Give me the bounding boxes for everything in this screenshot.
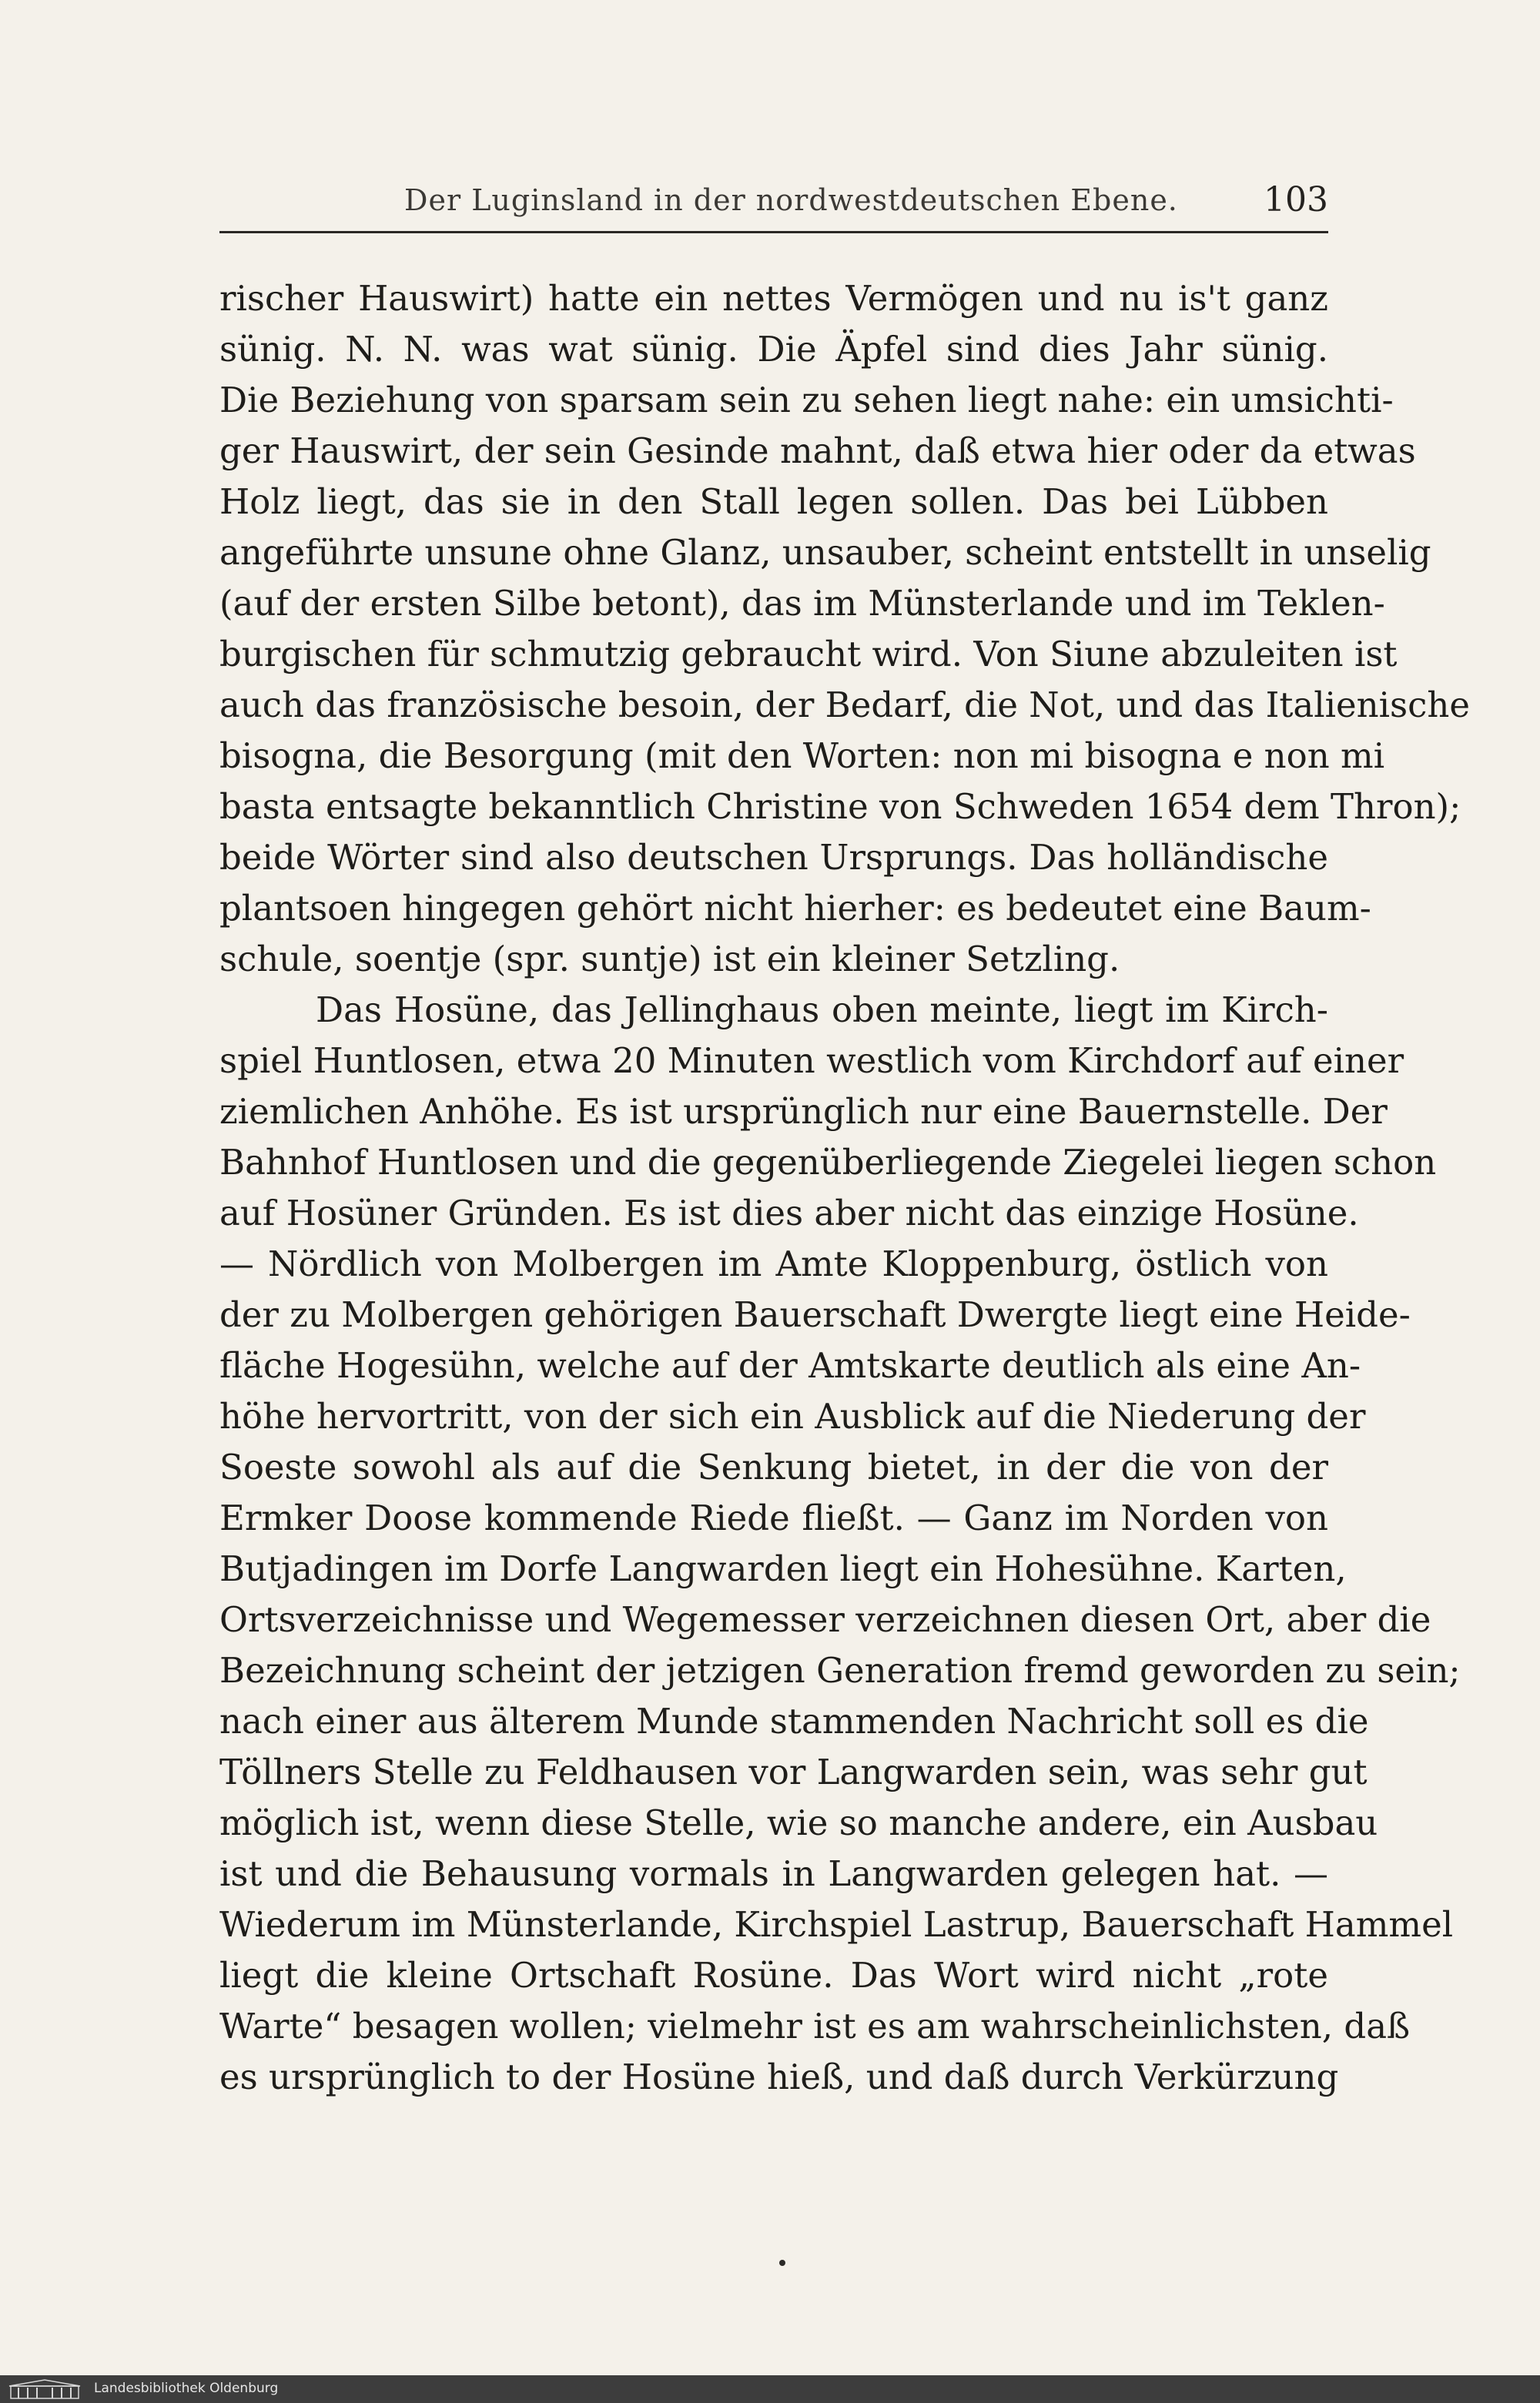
text-line: auch das französische besoin, der Bedarf, die Not, und das Italienische (219, 684, 1470, 725)
text-line: basta entsagte bekanntlich Christine von Schweden 1654 dem Thron); (219, 786, 1461, 827)
page-number: 103 (1264, 180, 1328, 219)
text-line: fläche Hogesühn, welche auf der Amtskarte deutlich als eine An- (219, 1345, 1361, 1386)
text-line: schule, soentje (spr. suntje) ist ein kleiner Setzling. (219, 939, 1120, 979)
text-line: rischer Hauswirt) hatte ein nettes Vermögen und nu is't ganz (219, 278, 1328, 319)
text-line: liegt die kleine Ortschaft Rosüne. Das Wort wird nicht „rote (219, 1955, 1328, 1996)
library-building-icon (8, 2378, 82, 2400)
running-header (219, 176, 1328, 233)
text-line: es ursprünglich to der Hosüne hieß, und daß durch Verkürzung (219, 2057, 1339, 2097)
text-line: auf Hosüner Gründen. Es ist dies aber nicht das einzige Hosüne. (219, 1193, 1359, 1233)
text-line: sünig. N. N. was wat sünig. Die Äpfel sind dies Jahr sünig. (219, 329, 1328, 370)
text-line: Soeste sowohl als auf die Senkung bietet, in der die von der (219, 1447, 1328, 1488)
text-line: der zu Molbergen gehörigen Bauerschaft Dwergte liegt eine Heide- (219, 1294, 1411, 1335)
text-line: Wiederum im Münsterlande, Kirchspiel Lastrup, Bauerschaft Hammel (219, 1904, 1454, 1945)
text-line: Töllners Stelle zu Feldhausen vor Langwarden sein, was sehr gut (219, 1752, 1368, 1792)
text-line: spiel Huntlosen, etwa 20 Minuten westlich vom Kirchdorf auf einer (219, 1040, 1404, 1081)
library-name: Landesbibliothek Oldenburg (94, 2381, 279, 2396)
page-mark-dot (779, 2260, 785, 2266)
text-line: plantsoen hingegen gehört nicht hierher: es bedeutet eine Baum- (219, 888, 1371, 929)
text-line: ger Hauswirt, der sein Gesinde mahnt, daß etwa hier oder da etwas (219, 430, 1416, 471)
text-line: — Nördlich von Molbergen im Amte Kloppenburg, östlich von (219, 1243, 1328, 1284)
text-line: möglich ist, wenn diese Stelle, wie so manche andere, ein Ausbau (219, 1802, 1378, 1843)
text-line: Das Hosüne, das Jellinghaus oben meinte, liegt im Kirch- (316, 989, 1328, 1030)
text-line: ist und die Behausung vormals in Langwarden gelegen hat. — (219, 1853, 1328, 1894)
text-line: nach einer aus älterem Munde stammenden Nachricht soll es die (219, 1701, 1369, 1742)
text-line: Bahnhof Huntlosen und die gegenüberliegende Ziegelei liegen schon (219, 1142, 1437, 1183)
body-text (219, 273, 1470, 2103)
text-line: beide Wörter sind also deutschen Ursprungs. Das holländische (219, 837, 1328, 878)
text-line: Bezeichnung scheint der jetzigen Generation fremd geworden zu sein; (219, 1650, 1461, 1691)
text-line: ziemlichen Anhöhe. Es ist ursprünglich nur eine Bauernstelle. Der (219, 1091, 1388, 1132)
text-line: höhe hervortritt, von der sich ein Ausblick auf die Niederung der (219, 1396, 1366, 1437)
text-line: Ermker Doose kommende Riede fließt. — Ganz im Norden von (219, 1498, 1328, 1538)
text-line: Holz liegt, das sie in den Stall legen sollen. Das bei Lübben (219, 481, 1328, 522)
running-title: Der Luginsland in der nordwestdeutschen Ebene. (404, 183, 1178, 217)
text-line: angeführte unsune ohne Glanz, unsauber, scheint entstellt in unselig (219, 532, 1431, 573)
text-line: Ortsverzeichnisse und Wegemesser verzeichnen diesen Ort, aber die (219, 1599, 1431, 1640)
text-line: burgischen für schmutzig gebraucht wird. Von Siune abzuleiten ist (219, 634, 1398, 674)
text-line: Butjadingen im Dorfe Langwarden liegt ein Hohesühne. Karten, (219, 1548, 1347, 1589)
text-line: bisogna, die Besorgung (mit den Worten: non mi bisogna e non mi (219, 735, 1385, 776)
text-line: Warte“ besagen wollen; vielmehr ist es am wahrscheinlichsten, daß (219, 2006, 1411, 2047)
text-line: (auf der ersten Silbe betont), das im Münsterlande und im Teklen- (219, 583, 1385, 624)
text-line: Die Beziehung von sparsam sein zu sehen liegt nahe: ein umsichti- (219, 380, 1394, 420)
